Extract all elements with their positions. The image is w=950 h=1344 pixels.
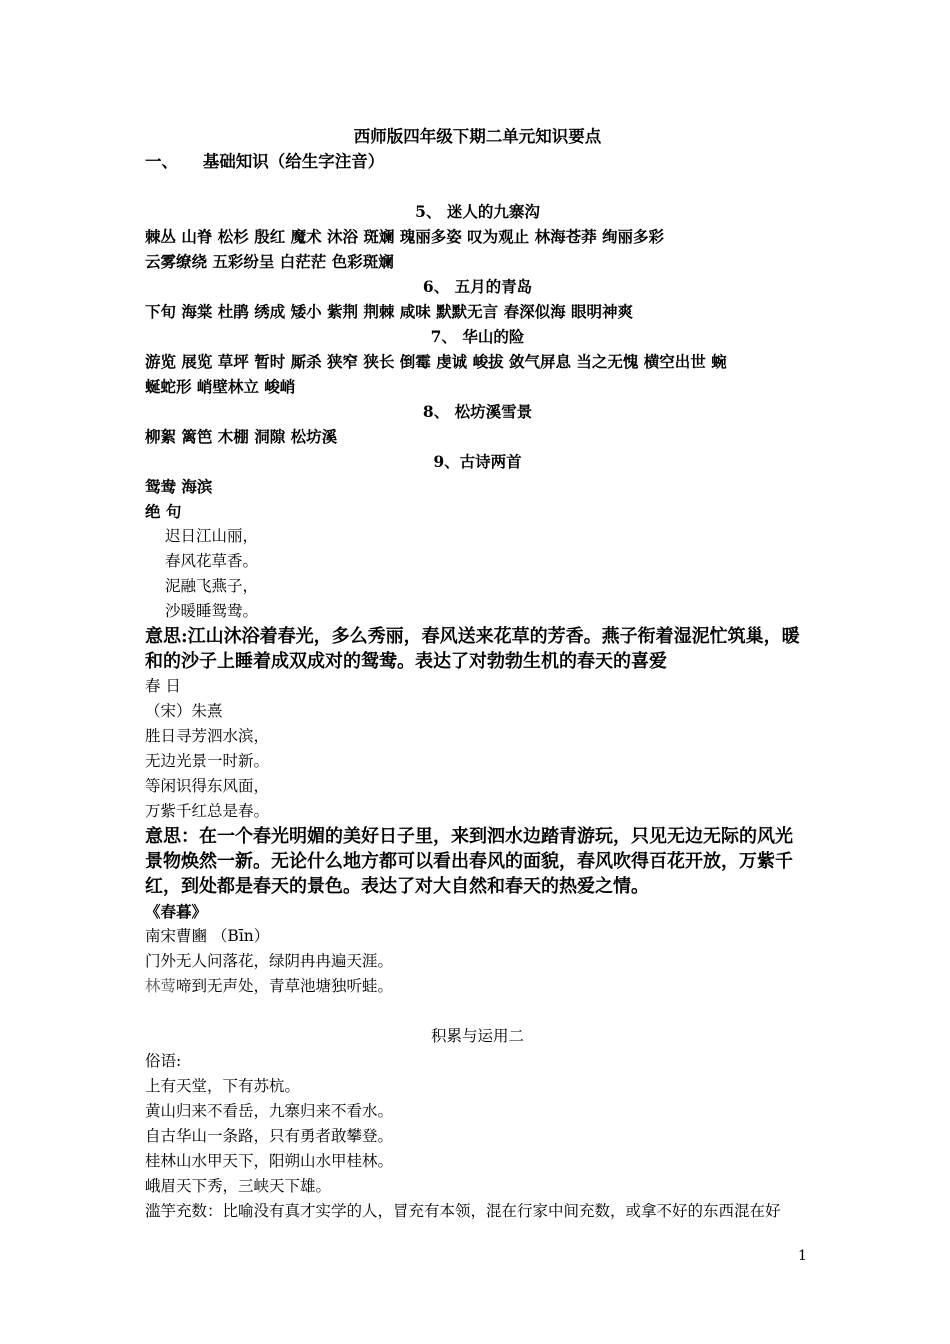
poem-2-title: 春 日 — [145, 677, 181, 695]
poem-3-line-rest: 啼到无声处，青草池塘独听蛙。 — [176, 977, 394, 995]
document-title: 西师版四年级下期二单元知识要点 — [353, 127, 602, 146]
poem-2-author: （宋）朱熹 — [145, 702, 223, 720]
lesson-7-words: 游览 展览 草坪 暂时 厮杀 狭窄 狭长 倒霉 虔诚 峻拔 敛气屏息 当之无愧 横空出世 蜿 — [145, 352, 727, 371]
spacer — [145, 174, 810, 199]
poem-3-line: 门外无人问落花，绿阴冉冉遍天涯。 — [145, 952, 394, 970]
poem-1-line: 春风花草香。 — [165, 552, 259, 570]
poem-1-line: 沙暖睡鸳鸯。 — [165, 602, 259, 620]
lesson-6-title: 6、 五月的青岛 — [422, 277, 533, 296]
lesson-9-words: 鸳鸯 海滨 — [145, 477, 213, 496]
document-body — [145, 124, 810, 1224]
poem-2-line: 无边光景一时新。 — [145, 752, 270, 770]
poem-3-line — [145, 974, 810, 999]
poem-2-line: 万紫千红总是春。 — [145, 802, 270, 820]
lesson-8-title: 8、 松坊溪雪景 — [422, 402, 533, 421]
lesson-9-title: 9、古诗两首 — [433, 452, 522, 471]
proverb: 上有天堂，下有苏杭。 — [145, 1077, 301, 1095]
lesson-8-words: 柳絮 篱笆 木棚 洞隙 松坊溪 — [145, 427, 338, 446]
accumulation-title: 积累与运用二 — [430, 1027, 524, 1045]
proverb: 自古华山一条路，只有勇者敢攀登。 — [145, 1127, 394, 1145]
lesson-7-words-cont: 蜒蛇形 峭壁林立 峻峭 — [145, 377, 296, 396]
poem-3-author: 南宋曹豳 （Bīn） — [145, 927, 270, 945]
lesson-5-words-cont: 云雾缭绕 五彩纷呈 白茫茫 色彩斑斓 — [145, 252, 394, 271]
section-heading: 一、 基础知识（给生字注音） — [145, 152, 385, 171]
lesson-5-words: 棘丛 山脊 松杉 殷红 魔术 沐浴 斑斓 瑰丽多姿 叹为观止 林海苍莽 绚丽多彩 — [145, 227, 664, 246]
poem-1-title: 绝 句 — [145, 502, 182, 521]
poem-2-meaning: 意思：在一个春光明媚的美好日子里，来到泗水边踏青游玩，只见无边无际的风光景物焕然一新。无论什么地方都可以看出春风的面貌，春风吹得百花开放，万紫千红，到处都是春天的景色。表达了对大自然和春天的热爱之情。 — [145, 826, 793, 897]
proverb-label: 俗语: — [145, 1052, 182, 1070]
spacer — [145, 999, 810, 1024]
poem-3-line-start: 林莺 — [145, 977, 177, 995]
lesson-5-title: 5、 迷人的九寨沟 — [415, 202, 540, 221]
lesson-7-title: 7、 华山的险 — [430, 327, 525, 346]
poem-2-line: 胜日寻芳泗水滨， — [145, 727, 270, 745]
proverb: 黄山归来不看岳，九寨归来不看水。 — [145, 1102, 394, 1120]
lesson-6-words: 下旬 海棠 杜鹃 绣成 矮小 紫荆 荆棘 咸味 默默无言 春深似海 眼明神爽 — [145, 302, 633, 321]
poem-3-title: 《春暮》 — [145, 902, 208, 921]
poem-1-line: 泥融飞燕子， — [165, 577, 259, 595]
proverb: 峨眉天下秀，三峡天下雄。 — [145, 1177, 332, 1195]
poem-2-line: 等闲识得东风面， — [145, 777, 270, 795]
poem-1-line: 迟日江山丽， — [165, 527, 259, 545]
idiom-explanation: 滥竽充数：比喻没有真才实学的人，冒充有本领，混在行家中间充数，或拿不好的东西混在好 — [145, 1202, 781, 1220]
proverb: 桂林山水甲天下，阳朔山水甲桂林。 — [145, 1152, 394, 1170]
page-number: 1 — [798, 1248, 807, 1264]
poem-1-meaning: 意思:江山沐浴着春光，多么秀丽，春风送来花草的芳香。燕子衔着湿泥忙筑巢，暖和的沙子上睡着成双成对的鸳鸯。表达了对勃勃生机的春天的喜爱 — [145, 626, 800, 672]
